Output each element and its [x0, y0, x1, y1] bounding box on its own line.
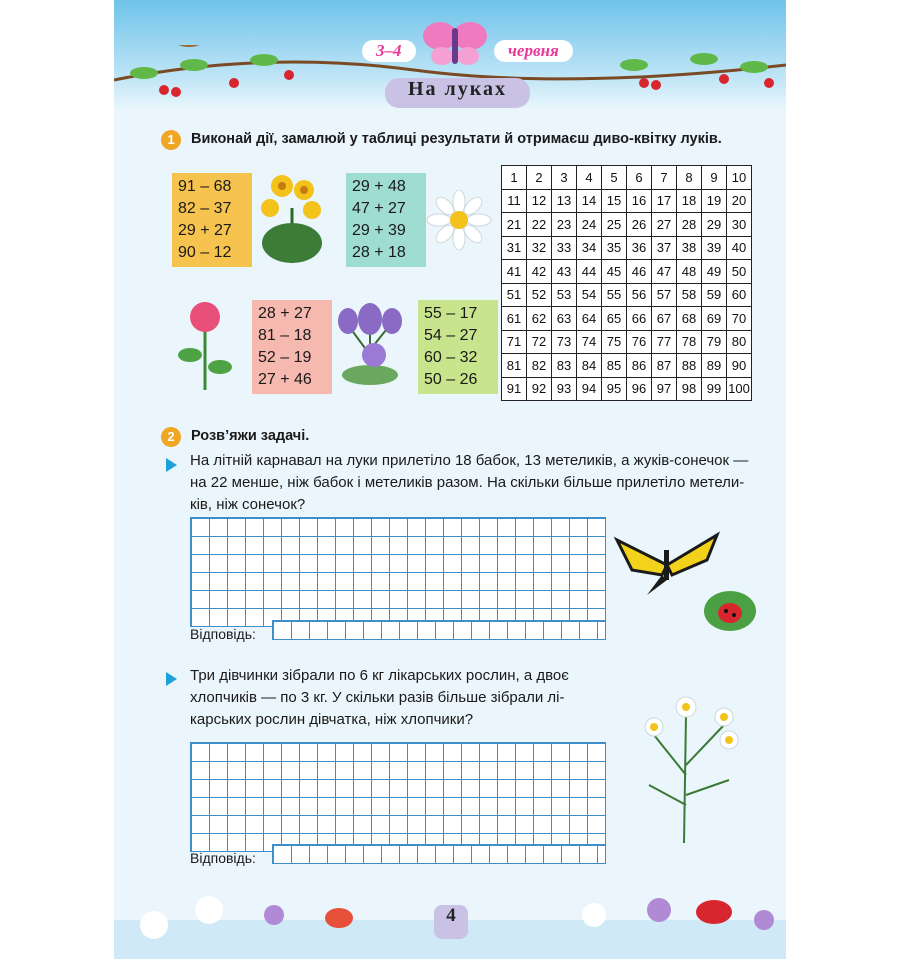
hundred-table-cell[interactable]: 82 — [527, 354, 552, 378]
hundred-table-cell[interactable]: 93 — [552, 377, 577, 401]
hundred-table-cell[interactable]: 62 — [527, 307, 552, 331]
hundred-table-cell[interactable]: 19 — [702, 189, 727, 213]
hundred-table-cell[interactable]: 91 — [502, 377, 527, 401]
hundred-table-cell[interactable]: 50 — [727, 260, 752, 284]
hundred-table-cell[interactable]: 14 — [577, 189, 602, 213]
hundred-table-row — [502, 307, 752, 331]
hundred-table-cell[interactable]: 3 — [552, 166, 577, 190]
hundred-table-cell[interactable]: 33 — [552, 236, 577, 260]
hundred-table-cell[interactable]: 24 — [577, 213, 602, 237]
hundred-table-cell[interactable]: 89 — [702, 354, 727, 378]
hundred-table-cell[interactable]: 96 — [627, 377, 652, 401]
answer-cells-2[interactable] — [272, 844, 606, 864]
hundred-table-cell[interactable]: 12 — [527, 189, 552, 213]
hundred-table-cell[interactable]: 39 — [702, 236, 727, 260]
hundred-table-cell[interactable]: 26 — [627, 213, 652, 237]
expression: 28 + 27 — [258, 305, 312, 322]
hundred-table-cell[interactable]: 97 — [652, 377, 677, 401]
hundred-table-cell[interactable]: 43 — [552, 260, 577, 284]
workbook-page — [114, 0, 786, 959]
solution-grid-1[interactable] — [190, 517, 606, 627]
hundred-table-cell[interactable]: 46 — [627, 260, 652, 284]
hundred-table-cell[interactable]: 41 — [502, 260, 527, 284]
problem-line: карських рослин дівчатка, ніж хлопчики? — [190, 711, 474, 728]
hundred-table-cell[interactable]: 10 — [727, 166, 752, 190]
bullet-arrow-icon — [166, 672, 177, 686]
hundred-table-cell[interactable]: 60 — [727, 283, 752, 307]
expression: 55 – 17 — [424, 305, 478, 322]
hundred-table-cell[interactable]: 5 — [602, 166, 627, 190]
hundred-table-cell[interactable]: 75 — [602, 330, 627, 354]
hundred-table-cell[interactable]: 45 — [602, 260, 627, 284]
expression: 29 + 48 — [352, 178, 406, 195]
task-2-instruction: Розв’яжи задачі. — [191, 428, 310, 444]
hundred-table-cell[interactable]: 54 — [577, 283, 602, 307]
hundred-table-cell[interactable]: 61 — [502, 307, 527, 331]
expression: 29 + 27 — [178, 222, 232, 239]
expression: 29 + 39 — [352, 222, 406, 239]
hundred-table-cell[interactable]: 66 — [627, 307, 652, 331]
hundred-table-cell[interactable]: 52 — [527, 283, 552, 307]
hundred-table-cell[interactable]: 30 — [727, 213, 752, 237]
hundred-table-cell[interactable]: 16 — [627, 189, 652, 213]
hundred-table-cell[interactable]: 6 — [627, 166, 652, 190]
expression: 28 + 18 — [352, 244, 406, 261]
expression-card-pink — [252, 300, 332, 394]
expression: 90 – 12 — [178, 244, 232, 261]
hundred-table-cell[interactable]: 71 — [502, 330, 527, 354]
hundred-table-cell[interactable]: 29 — [702, 213, 727, 237]
expression-card-teal — [346, 173, 426, 267]
hundred-table-cell[interactable]: 31 — [502, 236, 527, 260]
lesson-topic: На луках — [385, 78, 530, 108]
problem-line: На літній карнавал на луки прилетіло 18 бабок, 13 метеликів, а жуків-сонечок — — [190, 452, 749, 469]
hundred-table-cell[interactable]: 94 — [577, 377, 602, 401]
hundred-table-cell[interactable]: 64 — [577, 307, 602, 331]
hundred-table-cell[interactable]: 27 — [652, 213, 677, 237]
hundred-table-row — [502, 283, 752, 307]
hundred-table-cell[interactable]: 68 — [677, 307, 702, 331]
hundred-table-cell[interactable]: 100 — [727, 377, 752, 401]
butterfly-icon — [420, 18, 490, 68]
hundred-table-cell[interactable]: 32 — [527, 236, 552, 260]
hundred-table-cell[interactable]: 77 — [652, 330, 677, 354]
hundred-table-cell[interactable]: 22 — [527, 213, 552, 237]
expression: 91 – 68 — [178, 178, 232, 195]
pasqueflower-icon — [330, 295, 410, 385]
hundred-table-cell[interactable]: 7 — [652, 166, 677, 190]
problem-line: на 22 менше, ніж бабок і метеликів разом. На скільки більше прилетіло метели- — [190, 474, 745, 491]
hundred-table-cell[interactable]: 21 — [502, 213, 527, 237]
expression-card-green — [418, 300, 498, 394]
hundred-table — [501, 165, 752, 401]
hundred-table-cell[interactable]: 92 — [527, 377, 552, 401]
hundred-table-cell[interactable]: 49 — [702, 260, 727, 284]
hundred-table-row — [502, 236, 752, 260]
hundred-table-cell[interactable]: 17 — [652, 189, 677, 213]
hundred-table-cell[interactable]: 34 — [577, 236, 602, 260]
hundred-table-cell[interactable]: 44 — [577, 260, 602, 284]
answer-label: Відповідь: — [190, 850, 256, 866]
hundred-table-cell[interactable]: 35 — [602, 236, 627, 260]
hundred-table-cell[interactable]: 63 — [552, 307, 577, 331]
expression: 52 – 19 — [258, 349, 312, 366]
expression: 82 – 37 — [178, 200, 232, 217]
hundred-table-cell[interactable]: 15 — [602, 189, 627, 213]
date-range: 3–4 — [362, 40, 416, 62]
hundred-table-cell[interactable]: 70 — [727, 307, 752, 331]
hundred-table-cell[interactable]: 83 — [552, 354, 577, 378]
hundred-table-cell[interactable]: 8 — [677, 166, 702, 190]
hundred-table-cell[interactable]: 74 — [577, 330, 602, 354]
hundred-table-cell[interactable]: 48 — [677, 260, 702, 284]
hundred-table-cell[interactable]: 25 — [602, 213, 627, 237]
hundred-table-cell[interactable]: 95 — [602, 377, 627, 401]
hundred-table-cell[interactable]: 79 — [702, 330, 727, 354]
problem-line: ків, ніж сонечок? — [190, 496, 306, 513]
hundred-table-cell[interactable]: 53 — [552, 283, 577, 307]
expression: 81 – 18 — [258, 327, 312, 344]
hundred-table-cell[interactable]: 76 — [627, 330, 652, 354]
hundred-table-cell[interactable]: 23 — [552, 213, 577, 237]
hundred-table-cell[interactable]: 67 — [652, 307, 677, 331]
hundred-table-cell[interactable]: 56 — [627, 283, 652, 307]
hundred-table-cell[interactable]: 38 — [677, 236, 702, 260]
hundred-table-cell[interactable]: 57 — [652, 283, 677, 307]
expression: 27 + 46 — [258, 371, 312, 388]
hundred-table-cell[interactable]: 98 — [677, 377, 702, 401]
hundred-table-cell[interactable]: 87 — [652, 354, 677, 378]
hundred-table-row — [502, 166, 752, 190]
hundred-table-cell[interactable]: 20 — [727, 189, 752, 213]
expression: 54 – 27 — [424, 327, 478, 344]
problem-1-text — [190, 450, 748, 516]
hundred-table-row — [502, 354, 752, 378]
month-label: червня — [494, 40, 573, 62]
hundred-table-cell[interactable]: 11 — [502, 189, 527, 213]
hundred-table-cell[interactable]: 4 — [577, 166, 602, 190]
answer-cells-1[interactable] — [272, 620, 606, 640]
expression: 47 + 27 — [352, 200, 406, 217]
hundred-table-cell[interactable]: 88 — [677, 354, 702, 378]
daisy-icon — [426, 190, 492, 250]
hundred-table-cell[interactable]: 28 — [677, 213, 702, 237]
task-number-1: 1 — [161, 130, 181, 150]
hundred-table-cell[interactable]: 47 — [652, 260, 677, 284]
hundred-table-cell[interactable]: 42 — [527, 260, 552, 284]
hundred-table-cell[interactable]: 78 — [677, 330, 702, 354]
yellow-flower-icon — [252, 168, 332, 268]
hundred-table-cell[interactable]: 90 — [727, 354, 752, 378]
hundred-table-cell[interactable]: 80 — [727, 330, 752, 354]
hundred-table-cell[interactable]: 9 — [702, 166, 727, 190]
hundred-table-cell[interactable]: 58 — [677, 283, 702, 307]
expression-card-yellow — [172, 173, 252, 267]
hundred-table-cell[interactable]: 2 — [527, 166, 552, 190]
hundred-table-cell[interactable]: 51 — [502, 283, 527, 307]
hundred-table-cell[interactable]: 36 — [627, 236, 652, 260]
hundred-table-row — [502, 260, 752, 284]
hundred-table-row — [502, 213, 752, 237]
hundred-table-cell[interactable]: 59 — [702, 283, 727, 307]
bullet-arrow-icon — [166, 458, 177, 472]
hundred-table-cell[interactable]: 40 — [727, 236, 752, 260]
hundred-table-row — [502, 189, 752, 213]
hundred-table-cell[interactable]: 13 — [552, 189, 577, 213]
hundred-table-cell[interactable]: 69 — [702, 307, 727, 331]
expression: 50 – 26 — [424, 371, 478, 388]
hundred-table-cell[interactable]: 72 — [527, 330, 552, 354]
hundred-table-cell[interactable]: 99 — [702, 377, 727, 401]
task-number-2: 2 — [161, 427, 181, 447]
hundred-table-cell[interactable]: 85 — [602, 354, 627, 378]
problem-line: хлопчиків — по 3 кг. У скільки разів більше зібрали лі- — [190, 689, 565, 706]
expression: 60 – 32 — [424, 349, 478, 366]
hundred-table-cell[interactable]: 86 — [627, 354, 652, 378]
page-number: 4 — [434, 905, 468, 939]
hundred-table-cell[interactable]: 84 — [577, 354, 602, 378]
problem-2-text — [190, 665, 569, 731]
ladybug-on-leaf-icon — [702, 585, 758, 637]
hundred-table-row — [502, 330, 752, 354]
hundred-table-cell[interactable]: 1 — [502, 166, 527, 190]
task-1-instruction: Виконай дії, замалюй у таблиці результати й отримаєш диво-квітку луків. — [191, 131, 722, 147]
problem-line: Три дівчинки зібрали по 6 кг лікарських рослин, а двоє — [190, 667, 569, 684]
hundred-table-cell[interactable]: 18 — [677, 189, 702, 213]
chamomile-plant-icon — [634, 685, 744, 845]
hundred-table-row — [502, 377, 752, 401]
hundred-table-cell[interactable]: 55 — [602, 283, 627, 307]
hundred-table-cell[interactable]: 65 — [602, 307, 627, 331]
solution-grid-2[interactable] — [190, 742, 606, 852]
hundred-table-cell[interactable]: 81 — [502, 354, 527, 378]
answer-label: Відповідь: — [190, 626, 256, 642]
hundred-table-cell[interactable]: 37 — [652, 236, 677, 260]
clover-flower-icon — [174, 295, 236, 395]
hundred-table-cell[interactable]: 73 — [552, 330, 577, 354]
